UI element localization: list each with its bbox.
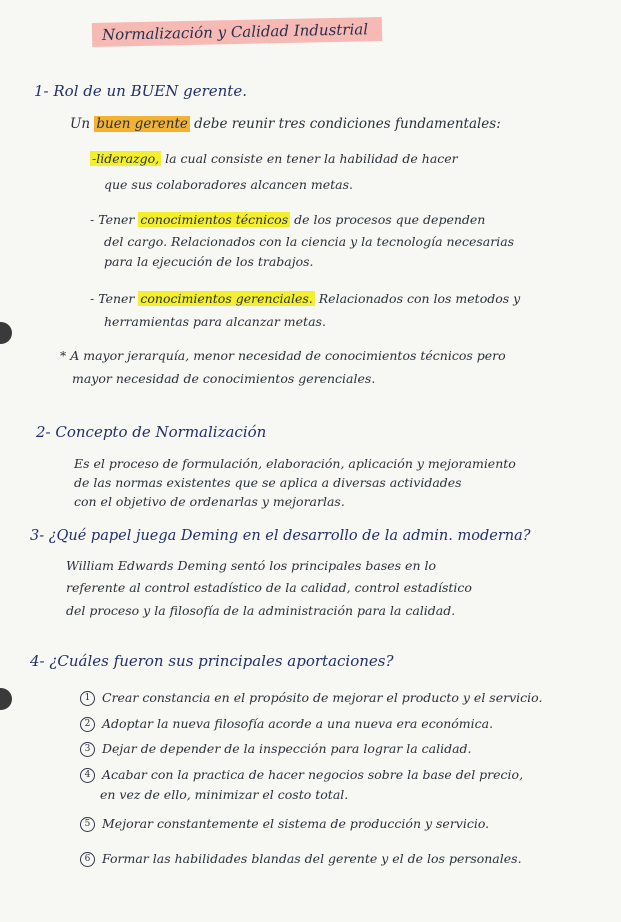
s4-item-text: Dejar de depender de la inspección para lograr la calidad. bbox=[102, 741, 472, 756]
s1-bullet-1-line-1 bbox=[90, 151, 458, 166]
s1-bullet-2-line-3: para la ejecución de los trabajos. bbox=[104, 254, 314, 269]
s1-bullet-2-line-1 bbox=[90, 212, 485, 227]
binder-hole bbox=[0, 322, 12, 344]
s1-bullet-2-highlight: conocimientos técnicos bbox=[140, 212, 289, 227]
s1-intro-pre: Un bbox=[70, 116, 91, 132]
s1-bullet-3-highlight: conocimientos gerenciales. bbox=[140, 291, 313, 306]
s1-bullet-1-highlight: -liderazgo, bbox=[92, 151, 160, 166]
s1-bullet-2-text: de los procesos que dependen bbox=[294, 212, 486, 227]
s1-note-line-1: * A mayor jerarquía, menor necesidad de conocimientos técnicos pero bbox=[60, 348, 506, 363]
section-1-heading: 1- Rol de un BUEN gerente. bbox=[34, 82, 247, 100]
s1-bullet-2-line-2: del cargo. Relacionados con la ciencia y la tecnología necesarias bbox=[104, 234, 515, 249]
circled-number: 6 bbox=[80, 852, 95, 867]
s4-item bbox=[80, 816, 489, 832]
circled-number: 5 bbox=[80, 817, 95, 832]
binder-hole bbox=[0, 688, 12, 710]
circled-number: 1 bbox=[80, 691, 95, 706]
s1-bullet-1-text: la cual consiste en tener la habilidad de hacer bbox=[165, 151, 458, 166]
section-3-heading: 3- ¿Qué papel juega Deming en el desarrollo de la admin. moderna? bbox=[30, 528, 531, 544]
s3-line-3: del proceso y la filosofía de la administración para la calidad. bbox=[66, 603, 456, 618]
s1-bullet-3-line-2: herramientas para alcanzar metas. bbox=[104, 314, 326, 329]
s4-item-text: Mejorar constantemente el sistema de producción y servicio. bbox=[102, 816, 490, 831]
s4-item bbox=[80, 767, 523, 783]
page-title: Normalización y Calidad Industrial bbox=[101, 20, 369, 44]
s4-item-text: Crear constancia en el propósito de mejorar el producto y el servicio. bbox=[102, 690, 543, 705]
s4-item-text: Acabar con la practica de hacer negocios sobre la base del precio, bbox=[102, 767, 524, 782]
s4-item bbox=[80, 851, 522, 867]
s4-item bbox=[80, 716, 493, 732]
s1-bullet-2-pre: - Tener bbox=[90, 212, 135, 227]
s1-bullet-3-line-1 bbox=[90, 291, 520, 306]
circled-number: 2 bbox=[80, 717, 95, 732]
s2-line-3: con el objetivo de ordenarlas y mejorarlas. bbox=[74, 494, 345, 509]
title-highlight bbox=[92, 17, 382, 47]
circled-number: 4 bbox=[80, 768, 95, 783]
s2-line-1: Es el proceso de formulación, elaboración, aplicación y mejoramiento bbox=[74, 456, 516, 471]
s1-note-line-2: mayor necesidad de conocimientos gerenciales. bbox=[72, 371, 376, 386]
s2-line-2: de las normas existentes que se aplica a diversas actividades bbox=[74, 475, 462, 490]
s3-line-1: William Edwards Deming sentó los principales bases en lo bbox=[66, 558, 436, 573]
s1-intro bbox=[70, 116, 501, 132]
s4-item-text: Adoptar la nueva filosofía acorde a una nueva era económica. bbox=[102, 716, 494, 731]
s3-line-2: referente al control estadístico de la calidad, control estadístico bbox=[66, 580, 472, 595]
s1-intro-highlight: buen gerente bbox=[96, 116, 188, 132]
s1-bullet-1-line-2: que sus colaboradores alcancen metas. bbox=[104, 177, 353, 192]
s4-item-text: Formar las habilidades blandas del gerente y el de los personales. bbox=[102, 851, 522, 866]
section-2-heading: 2- Concepto de Normalización bbox=[36, 423, 267, 441]
circled-number: 3 bbox=[80, 742, 95, 757]
s4-item-4-line-2: en vez de ello, minimizar el costo total. bbox=[100, 787, 349, 802]
section-4-heading: 4- ¿Cuáles fueron sus principales aportaciones? bbox=[30, 652, 394, 670]
s4-item bbox=[80, 690, 542, 706]
s4-item bbox=[80, 741, 472, 757]
s1-bullet-3-text: Relacionados con los metodos y bbox=[318, 291, 521, 306]
s1-intro-post: debe reunir tres condiciones fundamentales: bbox=[194, 116, 501, 132]
s1-bullet-3-pre: - Tener bbox=[90, 291, 135, 306]
